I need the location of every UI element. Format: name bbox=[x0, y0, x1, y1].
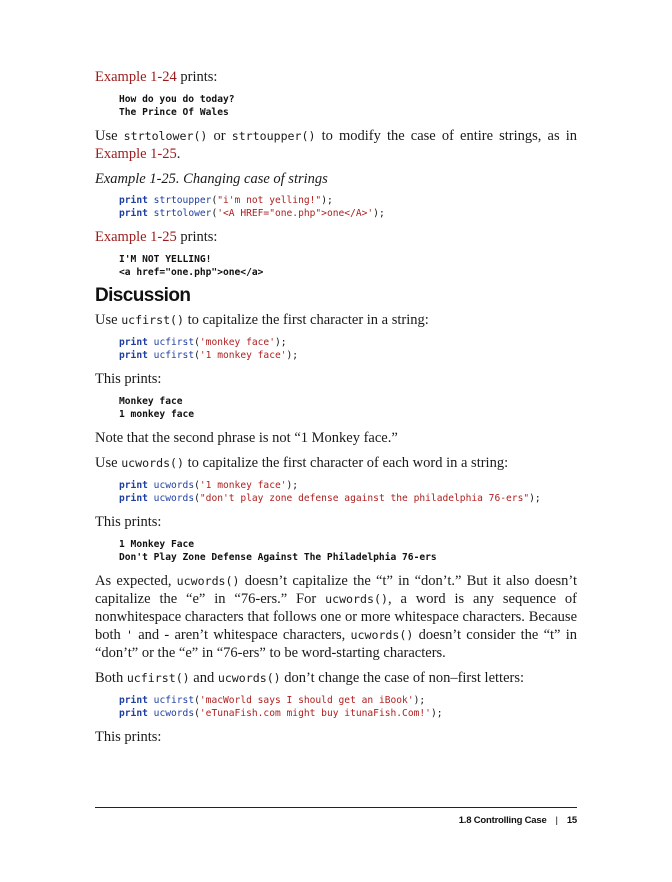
code-string: 'eTunaFish.com might buy itunaFish.Com!' bbox=[199, 708, 431, 719]
paragraph-text: Both bbox=[95, 670, 127, 686]
page-footer bbox=[459, 815, 577, 826]
output-line: The Prince Of Wales bbox=[119, 107, 229, 118]
example-1-25-link[interactable]: Example 1-25 bbox=[95, 229, 177, 245]
paragraph-example-1-24 bbox=[95, 68, 577, 86]
inline-code: ucwords() bbox=[325, 592, 388, 606]
code-punct: ( bbox=[194, 480, 200, 491]
example-1-25-link[interactable]: Example 1-25 bbox=[95, 146, 177, 162]
code-block-3 bbox=[119, 479, 577, 505]
inline-code: ucwords() bbox=[121, 456, 185, 470]
code-keyword: print bbox=[119, 195, 148, 206]
paragraph-note: Note that the second phrase is not “1 Monkey face.” bbox=[95, 430, 398, 446]
code-keyword: print bbox=[119, 480, 148, 491]
paragraph-this-prints: This prints: bbox=[95, 514, 162, 530]
paragraph-text: or bbox=[207, 128, 232, 144]
code-string: 'monkey face' bbox=[199, 337, 275, 348]
code-punct: ); bbox=[286, 350, 299, 361]
output-line: 1 Monkey Face bbox=[119, 539, 195, 550]
code-string: '<A HREF="one.php">one</A>' bbox=[217, 208, 374, 219]
example-1-24-link[interactable]: Example 1-24 bbox=[95, 69, 177, 85]
inline-code: ucwords() bbox=[350, 628, 414, 642]
code-punct: ); bbox=[274, 337, 287, 348]
code-keyword: print bbox=[119, 350, 148, 361]
paragraph-this-prints: This prints: bbox=[95, 729, 162, 745]
paragraph-text: and - aren’t whitespace characters, bbox=[133, 627, 351, 643]
code-punct: ); bbox=[529, 493, 541, 504]
inline-code: ucwords() bbox=[176, 574, 240, 588]
paragraph-ucfirst bbox=[95, 311, 577, 329]
code-punct: ); bbox=[373, 208, 385, 219]
code-function: strtolower bbox=[153, 208, 212, 219]
output-line: How do you do today? bbox=[119, 94, 235, 105]
inline-code: ucwords() bbox=[217, 671, 281, 685]
paragraph-text: to modify the case of entire strings, as in bbox=[315, 128, 577, 144]
paragraph-text: Use bbox=[95, 455, 122, 471]
code-punct: ); bbox=[286, 480, 299, 491]
code-block-2 bbox=[119, 336, 577, 362]
code-punct: ( bbox=[194, 337, 200, 348]
code-string: '1 monkey face' bbox=[199, 350, 287, 361]
code-function: ucfirst bbox=[153, 337, 195, 348]
code-string: "i'm not yelling!" bbox=[217, 195, 322, 206]
page-number: 15 bbox=[566, 815, 577, 826]
paragraph-strtolower bbox=[95, 127, 577, 163]
code-punct: ); bbox=[413, 695, 426, 706]
output-block-3 bbox=[119, 395, 577, 421]
code-punct: ); bbox=[321, 195, 333, 206]
code-punct: ( bbox=[194, 493, 200, 504]
code-keyword: print bbox=[119, 493, 148, 504]
code-string: '1 monkey face' bbox=[199, 480, 287, 491]
output-line: I'M NOT YELLING! bbox=[119, 254, 212, 265]
output-block-1 bbox=[119, 93, 577, 119]
paragraph-text: and bbox=[189, 670, 218, 686]
inline-code: strtoupper() bbox=[231, 129, 316, 143]
paragraph-text: don’t change the case of non–first letters: bbox=[280, 670, 525, 686]
paragraph-this-prints: This prints: bbox=[95, 371, 162, 387]
paragraph-text: . bbox=[176, 146, 181, 162]
code-punct: ); bbox=[430, 708, 443, 719]
output-block-2 bbox=[119, 253, 577, 279]
paragraph-example-1-25 bbox=[95, 228, 577, 246]
code-punct: ( bbox=[194, 350, 200, 361]
output-block-4 bbox=[119, 538, 577, 564]
code-block-4 bbox=[119, 694, 577, 720]
inline-code: strtolower() bbox=[123, 129, 208, 143]
inline-code: ucfirst() bbox=[121, 313, 185, 327]
output-line: Don't Play Zone Defense Against The Philadelphia 76-ers bbox=[119, 552, 437, 563]
inline-code: ' bbox=[126, 628, 133, 642]
paragraph-both bbox=[95, 669, 577, 687]
code-punct: ( bbox=[194, 695, 200, 706]
example-caption: Example 1-25. Changing case of strings bbox=[95, 171, 328, 187]
paragraph-text: , a word is any sequence of nonwhitespace characters that follows one or more whitespace characters. Because both bbox=[95, 591, 578, 643]
output-line: <a href="one.php">one</a> bbox=[119, 267, 264, 278]
paragraph-text: doesn’t consider the “t” in “don’t” or the “e” in “76-ers” to be word-starting characters. bbox=[95, 627, 577, 661]
code-function: ucwords bbox=[153, 708, 195, 719]
code-function: strtoupper bbox=[153, 195, 212, 206]
output-line: Monkey face bbox=[119, 396, 183, 407]
paragraph-text: to capitalize the first character in a string: bbox=[184, 312, 429, 328]
output-line: 1 monkey face bbox=[119, 409, 195, 420]
footer-divider bbox=[95, 807, 577, 808]
paragraph-text: prints: bbox=[176, 229, 218, 245]
paragraph-text: prints: bbox=[176, 69, 218, 85]
code-keyword: print bbox=[119, 708, 148, 719]
code-punct: ( bbox=[194, 708, 200, 719]
code-punct: ( bbox=[211, 195, 218, 206]
section-heading: Discussion bbox=[95, 285, 191, 306]
code-punct: ( bbox=[211, 208, 218, 219]
code-string: 'macWorld says I should get an iBook' bbox=[199, 695, 414, 706]
code-function: ucwords bbox=[153, 493, 195, 504]
inline-code: ucfirst() bbox=[126, 671, 190, 685]
paragraph-ucwords bbox=[95, 454, 577, 472]
code-function: ucfirst bbox=[153, 695, 195, 706]
code-function: ucfirst bbox=[153, 350, 195, 361]
paragraph-explanation bbox=[95, 572, 577, 662]
paragraph-text: Use bbox=[95, 312, 122, 328]
code-keyword: print bbox=[119, 208, 148, 219]
page-content bbox=[95, 68, 577, 753]
code-string: "don't play zone defense against the philadelphia 76-ers" bbox=[199, 493, 530, 504]
footer-section-title: 1.8 Controlling Case bbox=[458, 815, 547, 826]
paragraph-text: doesn’t capitalize the “t” in “don’t.” But it also doesn’t capitalize the “e” in “76-ers.” For bbox=[95, 573, 577, 607]
paragraph-text: As expected, bbox=[95, 573, 177, 589]
code-keyword: print bbox=[119, 337, 148, 348]
paragraph-text: Use bbox=[95, 128, 124, 144]
paragraph-text: to capitalize the first character of each word in a string: bbox=[184, 455, 509, 471]
code-function: ucwords bbox=[153, 480, 195, 491]
code-keyword: print bbox=[119, 695, 148, 706]
code-block-1 bbox=[119, 194, 577, 220]
footer-separator: | bbox=[555, 815, 558, 826]
